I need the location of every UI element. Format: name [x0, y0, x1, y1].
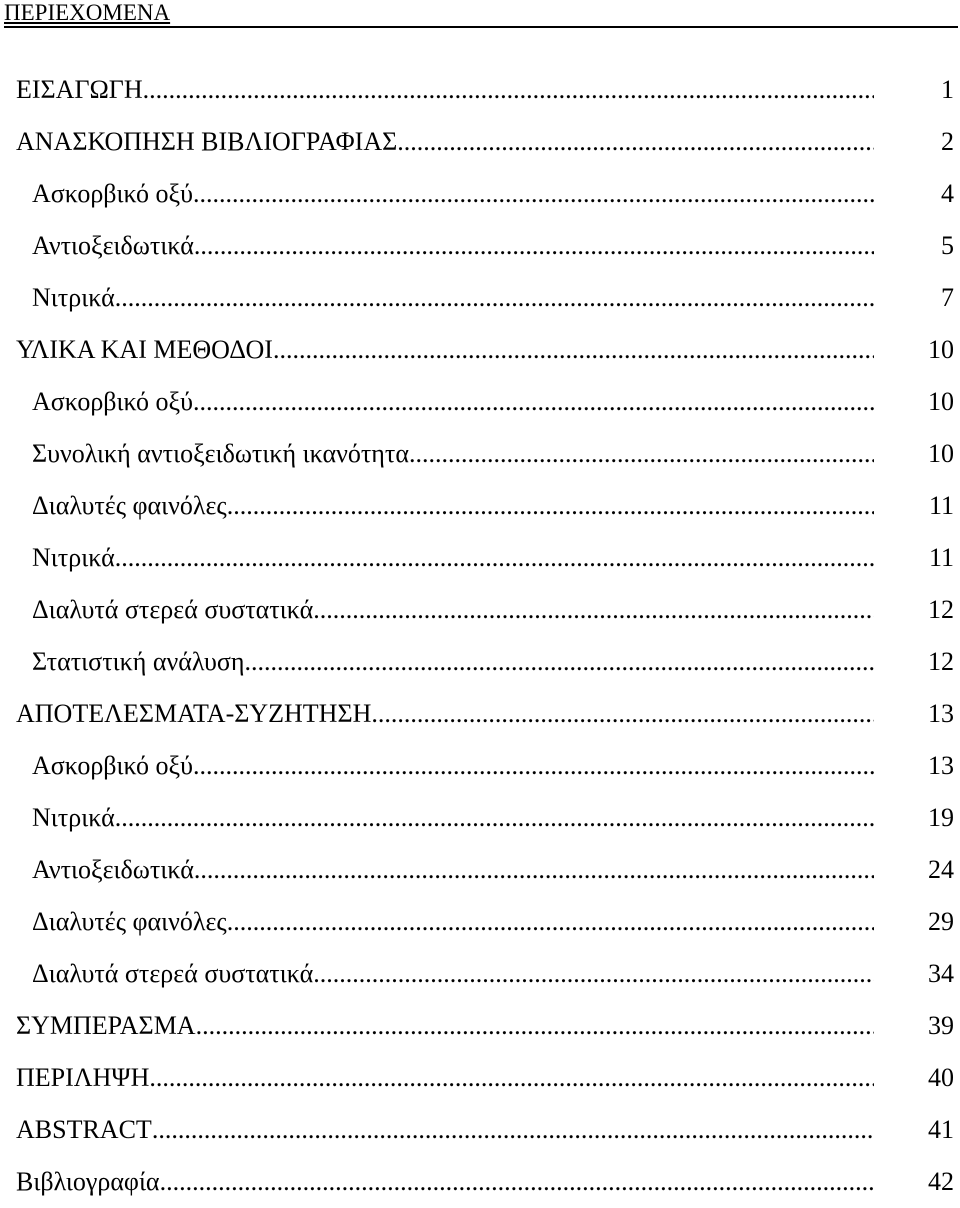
toc-leader-dots	[196, 1000, 874, 1052]
toc-row[interactable]	[0, 688, 960, 740]
toc-page-number: 10	[928, 439, 954, 468]
toc-entry-label: Διαλυτές φαινόλες	[32, 907, 227, 936]
toc-page-number: 12	[928, 595, 954, 624]
toc-row[interactable]	[0, 428, 960, 480]
toc-entry-label: ΑΝΑΣΚΟΠΗΣΗ ΒΙΒΛΙΟΓΡΑΦΙΑΣ	[16, 127, 398, 156]
toc-leader-dots	[227, 480, 874, 532]
toc-leader-dots	[194, 220, 874, 272]
toc-row[interactable]	[0, 64, 960, 116]
toc-leader-dots	[115, 532, 874, 584]
toc-leader-dots	[193, 168, 874, 220]
toc-row[interactable]	[0, 116, 960, 168]
toc-page-number: 11	[928, 543, 954, 572]
toc-page-number: 10	[928, 335, 954, 364]
toc-page-number: 12	[928, 647, 954, 676]
toc-leader-dots	[193, 740, 874, 792]
toc-entry	[16, 1052, 874, 1104]
toc-page-number: 34	[928, 959, 954, 988]
toc-row[interactable]	[0, 272, 960, 324]
toc-row[interactable]	[0, 1104, 960, 1156]
toc-leader-dots	[397, 116, 874, 168]
toc-leader-dots	[273, 324, 874, 376]
toc-entry	[16, 1104, 874, 1156]
toc-leader-dots	[409, 428, 874, 480]
toc-entry-label: Στατιστική ανάλυση	[32, 647, 245, 676]
toc-leader-dots	[244, 636, 874, 688]
toc-entry-label: Συνολική αντιοξειδωτική ικανότητα	[32, 439, 409, 468]
toc-heading: ΠΕΡΙΕΧΟΜΕΝΑ	[4, 0, 171, 25]
toc-entry	[32, 740, 874, 792]
toc-page-number: 42	[928, 1167, 954, 1196]
toc-row[interactable]	[0, 168, 960, 220]
toc-row[interactable]	[0, 480, 960, 532]
toc-entry-label: Νιτρικά	[32, 543, 115, 572]
toc-entry	[16, 1000, 874, 1052]
toc-entry-label: Βιβλιογραφία	[16, 1167, 160, 1196]
toc-entry-label: Νιτρικά	[32, 803, 115, 832]
toc-entry	[16, 688, 874, 740]
toc-entry	[16, 116, 874, 168]
toc-entry	[16, 324, 874, 376]
toc-entry-label: Διαλυτά στερεά συστατικά	[32, 595, 314, 624]
toc-entry-label: Ασκορβικό οξύ	[32, 387, 194, 416]
toc-entry	[16, 64, 874, 116]
toc-leader-dots	[115, 272, 874, 324]
toc-row[interactable]	[0, 324, 960, 376]
toc-entry	[32, 792, 874, 844]
toc-entry	[32, 584, 874, 636]
toc-leader-dots	[152, 1104, 874, 1156]
toc-page-number: 29	[928, 907, 954, 936]
toc-entry	[32, 948, 874, 1000]
toc-entry-label: ΣΥΜΠΕΡΑΣΜΑ	[16, 1011, 196, 1040]
toc-leader-dots	[143, 64, 874, 116]
toc-page-number: 13	[928, 751, 954, 780]
toc-entry	[32, 480, 874, 532]
toc-leader-dots	[193, 376, 874, 428]
toc-row[interactable]	[0, 532, 960, 584]
toc-entry	[32, 428, 874, 480]
toc-row[interactable]	[0, 636, 960, 688]
toc-entry-label: ΥΛΙΚΑ ΚΑΙ ΜΕΘΟΔΟΙ	[16, 335, 273, 364]
toc-row[interactable]	[0, 844, 960, 896]
toc-entry	[16, 1156, 874, 1208]
toc-page-number: 11	[928, 491, 954, 520]
toc-heading-rule	[4, 0, 958, 28]
toc-page-number: 19	[928, 803, 954, 832]
toc-entry-label: Αντιοξειδωτικά	[32, 855, 194, 884]
toc-row[interactable]	[0, 1052, 960, 1104]
toc-leader-dots	[313, 948, 874, 1000]
toc-row[interactable]	[0, 1156, 960, 1208]
toc-page-number: 40	[928, 1063, 954, 1092]
toc-leader-dots	[194, 844, 874, 896]
toc-row[interactable]	[0, 1000, 960, 1052]
toc-page-number: 1	[941, 75, 954, 104]
toc-row[interactable]	[0, 948, 960, 1000]
toc-page-number: 7	[941, 283, 954, 312]
toc-leader-dots	[160, 1156, 874, 1208]
toc-page-number: 4	[941, 179, 954, 208]
toc-entry-label: Ασκορβικό οξύ	[32, 751, 194, 780]
toc-leader-dots	[115, 792, 874, 844]
toc-entry-label: Νιτρικά	[32, 283, 115, 312]
toc-row[interactable]	[0, 376, 960, 428]
toc-entry	[32, 636, 874, 688]
toc-entry	[32, 168, 874, 220]
toc-row[interactable]	[0, 740, 960, 792]
toc-leader-dots	[149, 1052, 874, 1104]
toc-row[interactable]	[0, 584, 960, 636]
toc-entry-label: Διαλυτές φαινόλες	[32, 491, 227, 520]
toc-page-number: 24	[928, 855, 954, 884]
toc-leader-dots	[313, 584, 874, 636]
toc-row[interactable]	[0, 896, 960, 948]
toc-leader-dots	[371, 688, 874, 740]
toc-page-number: 5	[941, 231, 954, 260]
toc-page-number: 10	[928, 387, 954, 416]
toc-page-number: 13	[928, 699, 954, 728]
toc-entry	[32, 896, 874, 948]
toc-entry-label: Διαλυτά στερεά συστατικά	[32, 959, 314, 988]
toc-entry-label: ΑΠΟΤΕΛΕΣΜΑΤΑ-ΣΥΖΗΤΗΣΗ	[16, 699, 372, 728]
toc-row[interactable]	[0, 792, 960, 844]
toc-entry-label: Ασκορβικό οξύ	[32, 179, 194, 208]
toc-entry-label: ΠΕΡΙΛΗΨΗ	[16, 1063, 150, 1092]
toc-page-number: 2	[941, 127, 954, 156]
toc-entry-label: ΕΙΣΑΓΩΓΗ	[16, 75, 143, 104]
toc-entry	[32, 532, 874, 584]
toc-entry	[32, 220, 874, 272]
toc-entry	[32, 272, 874, 324]
toc-entry-label: Αντιοξειδωτικά	[32, 231, 194, 260]
toc-entry	[32, 844, 874, 896]
toc-page-number: 41	[928, 1115, 954, 1144]
toc-entry-label: ABSTRACT	[16, 1115, 152, 1144]
toc-row[interactable]	[0, 220, 960, 272]
toc-page-number: 39	[928, 1011, 954, 1040]
toc-entry	[32, 376, 874, 428]
toc-leader-dots	[227, 896, 874, 948]
